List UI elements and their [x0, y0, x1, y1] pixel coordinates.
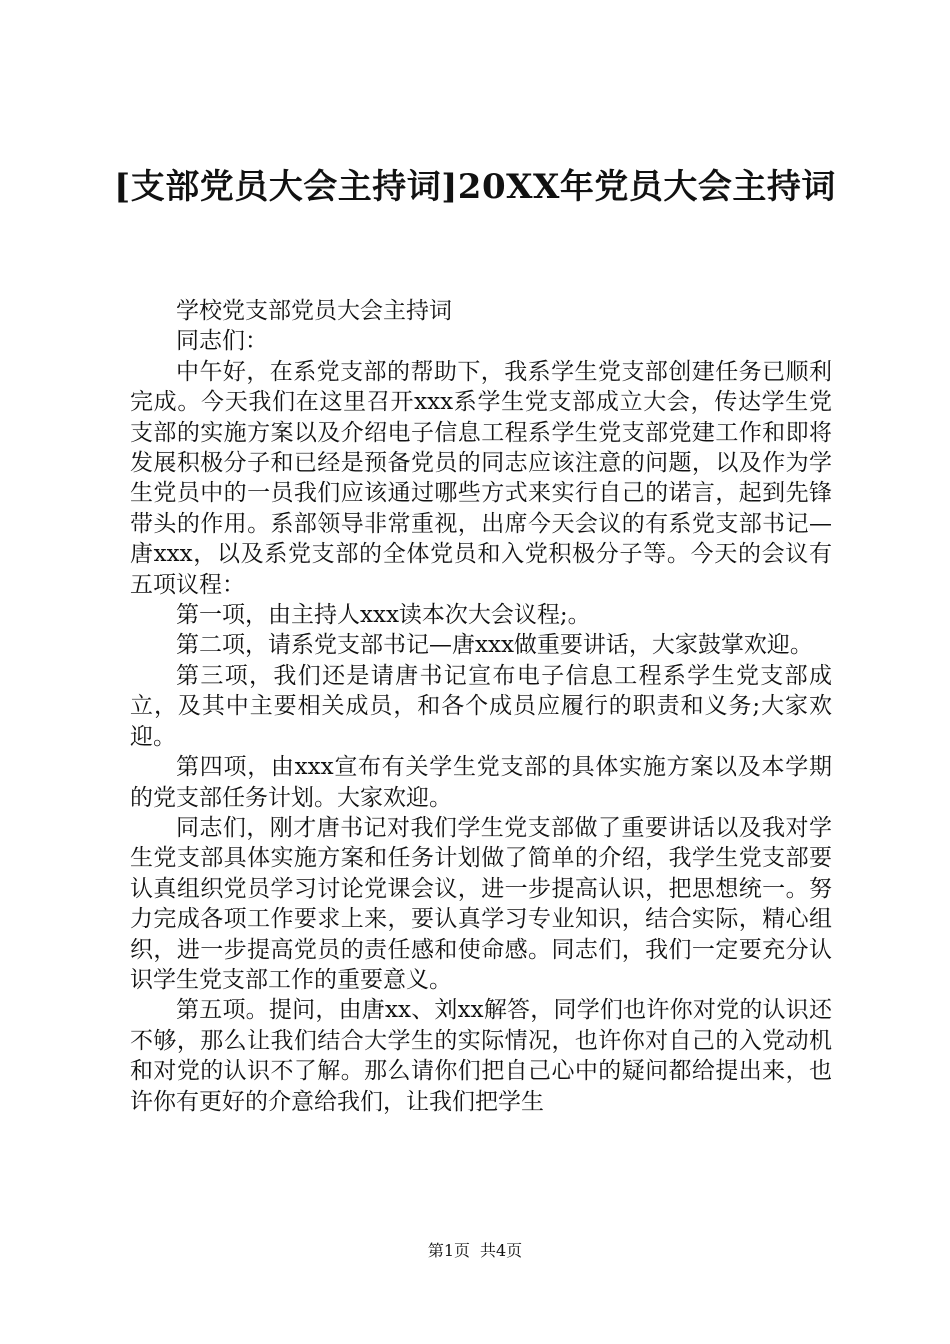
paragraph: 第三项，我们还是请唐书记宣布电子信息工程系学生党支部成立，及其中主要相关成员，和各个成员应履行的职责和义务;大家欢迎。 — [130, 662, 832, 750]
paragraph: 同志们： — [176, 328, 268, 355]
page-footer — [0, 1241, 950, 1261]
document-body — [130, 296, 832, 1117]
page-number: 第1页 — [427, 1241, 470, 1260]
page-total: 共4页 — [480, 1241, 523, 1260]
paragraph: 学校党支部党员大会主持词 — [176, 298, 452, 324]
document-title: [支部党员大会主持词]20XX年党员大会主持词 — [114, 167, 836, 207]
paragraph: 第四项，由xxx宣布有关学生党支部的具体实施方案以及本学期的党支部任务计划。大家欢迎。 — [130, 754, 832, 811]
paragraph: 同志们，刚才唐书记对我们学生党支部做了重要讲话以及我对学生党支部具体实施方案和任务计划做了简单的介绍，我学生党支部要认真组织党员学习讨论党课会议，进一步提高认识，把思想统一。努力完成各项工作要求上来，要认真学习专业知识，结合实际，精心组织，进一步提高党员的责任感和使命感。同志们，我们一定要充分认识学生党支部工作的重要意义。 — [130, 814, 832, 993]
paragraph: 第五项。提问，由唐xx、刘xx解答，同学们也许你对党的认识还不够，那么让我们结合大学生的实际情况，也许你对自己的入党动机和对党的认识不了解。那么请你们把自己心中的疑问都给提出来，也许你有更好的介意给我们，让我们把学生 — [130, 997, 832, 1115]
paragraph: 第一项，由主持人xxx读本次大会议程;。 — [176, 602, 591, 629]
paragraph: 第二项，请系党支部书记—唐xxx做重要讲话，大家鼓掌欢迎。 — [176, 632, 813, 659]
paragraph: 中午好，在系党支部的帮助下，我系学生党支部创建任务已顺利完成。今天我们在这里召开xxx系学生党支部成立大会，传达学生党支部的实施方案以及介绍电子信息工程系学生党支部党建工作和即将发展积极分子和已经是预备党员的同志应该注意的问题，以及作为学生党员中的一员我们应该通过哪些方式来实行自己的诺言，起到先锋带头的作用。系部领导非常重视，出席今天会议的有系党支部书记—唐xxx，以及系党支部的全体党员和入党积极分子等。今天的会议有五项议程： — [130, 358, 832, 598]
